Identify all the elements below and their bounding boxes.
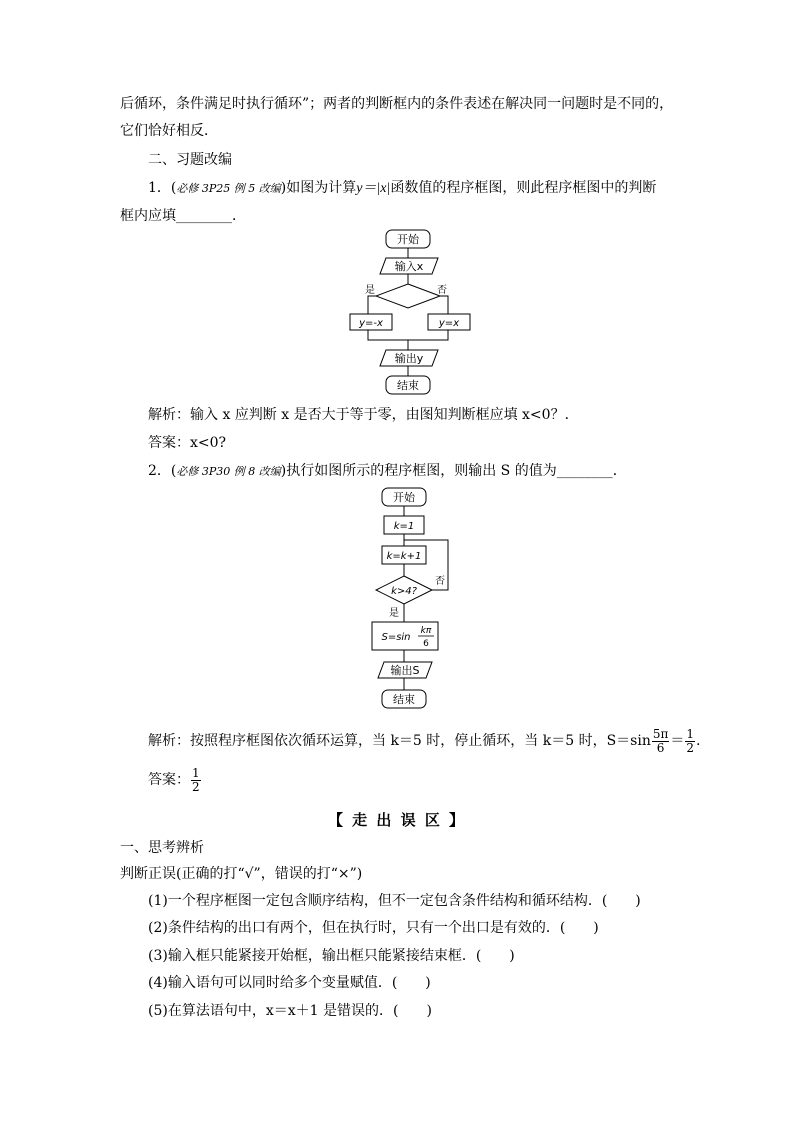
q2-analysis-end: . bbox=[696, 733, 701, 749]
fc2-end-label: 结束 bbox=[393, 693, 415, 706]
section-heading: 【 走 出 误 区 】 bbox=[327, 811, 467, 829]
fc2-output-label: 输出S bbox=[390, 664, 420, 677]
fc1-start-label: 开始 bbox=[397, 233, 419, 246]
q2-analysis-equals: ＝ bbox=[670, 733, 685, 749]
q2-analysis-fraction-2: $\frac{1}{2}$ bbox=[686, 726, 695, 755]
fc1-output-label: 输出y bbox=[394, 352, 424, 365]
think-item-2: (2)条件结构的出口有两个，但在执行时，只有一个出口是有效的．( ) bbox=[148, 920, 599, 936]
q2-analysis-text: 解析：按照程序框图依次循环运算，当 k＝5 时，停止循环，当 k＝5 时，S＝sin bbox=[148, 733, 651, 749]
fc1-left-label: y=-x bbox=[359, 318, 383, 329]
q2-analysis-fraction-1: $\frac{5\pi}{6}$ bbox=[652, 726, 669, 755]
think-item-3: (3)输入框只能紧接开始框，输出框只能紧接结束框．( ) bbox=[148, 948, 515, 964]
fc2-no-label: 否 bbox=[435, 576, 445, 587]
think-item-1: (1)一个程序框图一定包含顺序结构，但不一定包含条件结构和循环结构．( ) bbox=[148, 893, 641, 909]
think-title: 一、思考辨析 bbox=[120, 840, 204, 856]
q1-analysis: 解析：输入 x 应判断 x 是否大于等于零，由图知判断框应填 x<0？． bbox=[148, 407, 579, 423]
flowchart-2 bbox=[360, 484, 470, 714]
think-item-5: (5)在算法语句中，x＝x＋1 是错误的．( ) bbox=[148, 1003, 432, 1019]
fc1-no-label: 否 bbox=[437, 285, 447, 296]
section-2-title: 二、习题改编 bbox=[148, 152, 232, 168]
fc2-assign-num: kπ bbox=[420, 626, 432, 636]
intro-line-2: 它们恰好相反． bbox=[120, 123, 218, 139]
intro-line-1: 后循环，条件满足时执行循环”；两者的判断框内的条件表述在解决同一问题时是不同的， bbox=[120, 96, 674, 112]
fc2-step-label: k=k+1 bbox=[386, 551, 422, 562]
q2-answer-fraction: $\frac{1}{2}$ bbox=[192, 765, 200, 794]
fc1-right-label: y=x bbox=[438, 318, 460, 329]
q1-source: 必修 3P25 例 5 改编 bbox=[176, 182, 281, 195]
q2-answer bbox=[148, 765, 202, 795]
q1-stem-line-2: 框内应填________． bbox=[120, 208, 246, 224]
fc2-yes-label: 是 bbox=[389, 608, 399, 619]
q2-number: 2．( bbox=[148, 463, 177, 479]
fc2-assign-den: 6 bbox=[423, 639, 429, 649]
q2-answer-label: 答案： bbox=[148, 772, 190, 788]
think-item-4: (4)输入语句可以同时给多个变量赋值．( ) bbox=[148, 975, 431, 991]
fc2-assign-prefix: S=sin bbox=[381, 632, 411, 643]
q2-source: 必修 3P30 例 8 改编 bbox=[176, 465, 281, 478]
think-instruction: 判断正误(正确的打“√”，错误的打“×”) bbox=[120, 866, 363, 882]
fc2-start-label: 开始 bbox=[393, 491, 415, 504]
fc1-input-label: 输入x bbox=[394, 260, 424, 273]
q1-text-a: )如图为计算 bbox=[280, 180, 357, 196]
fc1-end-label: 结束 bbox=[397, 379, 419, 392]
fc2-cond-label: k>4? bbox=[391, 586, 417, 597]
q2-stem bbox=[148, 461, 627, 482]
q2-analysis bbox=[148, 726, 700, 756]
q2-text: )执行如图所示的程序框图，则输出 S 的值为________． bbox=[280, 463, 627, 479]
q1-formula: y＝|x| bbox=[356, 181, 391, 196]
q1-number: 1．( bbox=[148, 180, 177, 196]
fc2-init-label: k=1 bbox=[393, 521, 415, 532]
q1-answer: 答案：x<0? bbox=[148, 435, 227, 451]
fc1-decision-diamond bbox=[376, 284, 440, 308]
flowchart-1 bbox=[340, 228, 480, 400]
fc1-yes-label: 是 bbox=[365, 285, 375, 296]
q1-text-b: 函数值的程序框图，则此程序框图中的判断 bbox=[390, 180, 657, 196]
q1-stem bbox=[148, 178, 656, 199]
